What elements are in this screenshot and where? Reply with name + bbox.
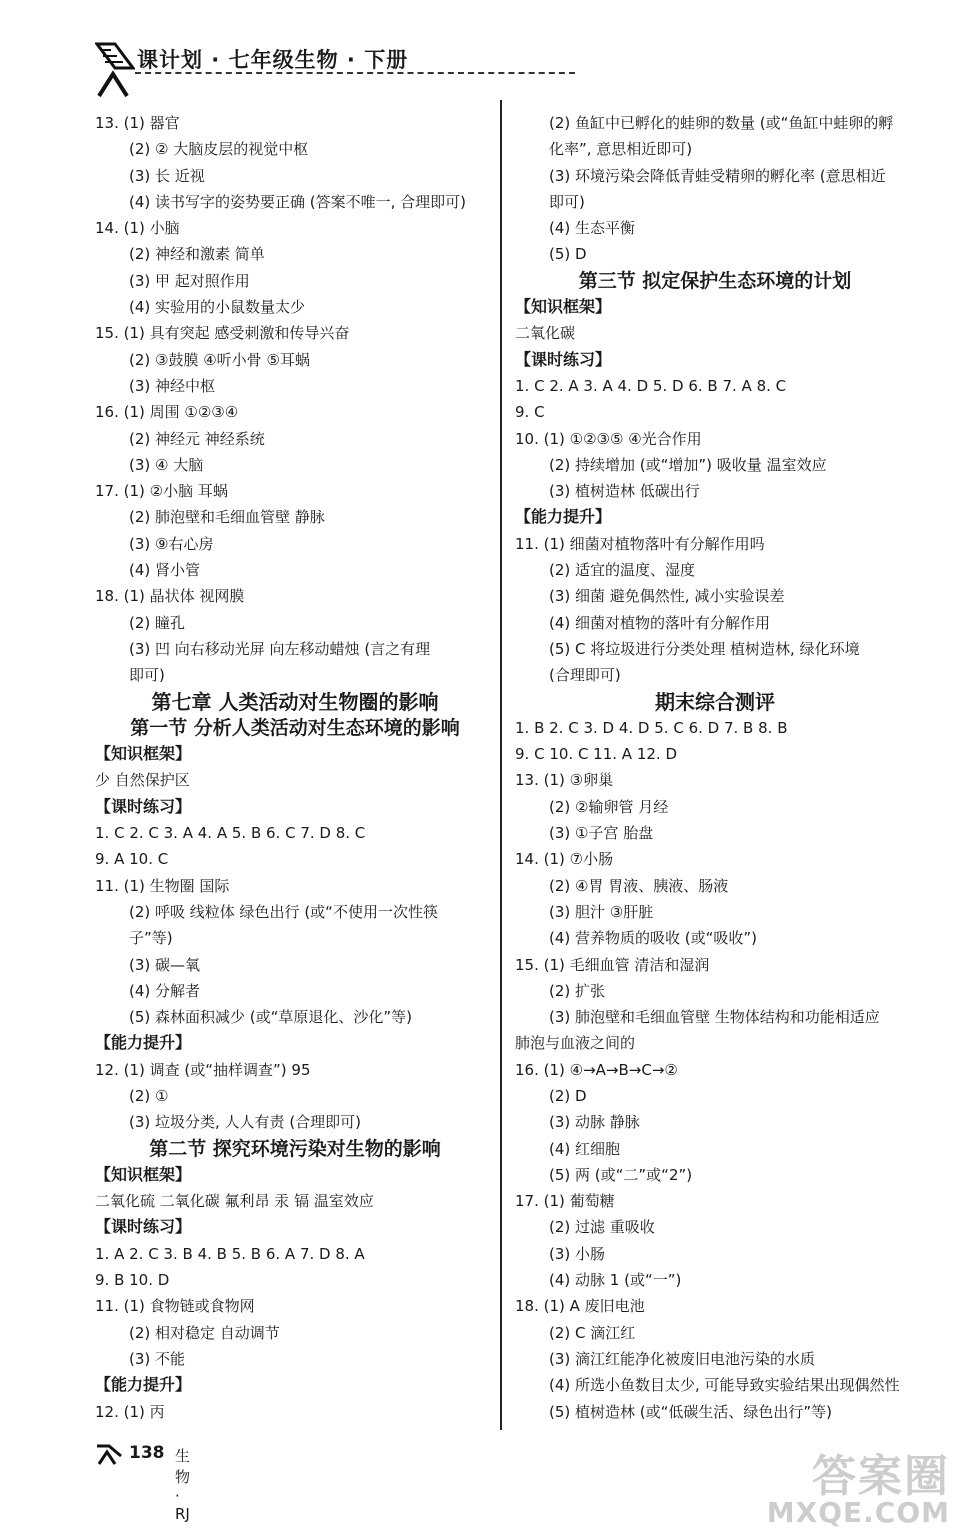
answer-line: 化率”, 意思相近即可) [549, 140, 693, 159]
answer-line: 11. (1) 细菌对植物落叶有分解作用吗 [515, 534, 765, 553]
answer-line: 9. A 10. C [95, 850, 169, 869]
answer-line: 17. (1) ②小脑 耳蜗 [95, 482, 228, 501]
answer-line: (2) 鱼缸中已孵化的蛙卵的数量 (或“鱼缸中蛙卵的孵 [549, 114, 894, 132]
answer-line: (3) ①子宫 胎盘 [549, 824, 654, 843]
answer-line: (2) 神经元 神经系统 [129, 429, 265, 448]
answer-line: (5) 两 (或“二”或“2”) [549, 1165, 693, 1184]
answer-line: 1. A 2. C 3. B 4. B 5. B 6. A 7. D 8. A [95, 1244, 365, 1263]
answer-line: (3) 小肠 [549, 1244, 606, 1263]
footer-logo-icon [95, 1440, 125, 1466]
page-subject: 生物 · RJ [175, 1447, 191, 1523]
answer-line: (3) 环境污染会降低青蛙受精卵的孵化率 (意思相近 [549, 166, 886, 185]
answer-line: (4) 实验用的小鼠数量太少 [129, 298, 306, 317]
answer-line: 少 自然保护区 [95, 771, 190, 790]
answer-line: (3) 植树造林 低碳出行 [549, 482, 700, 501]
subsection-label: 【课时练习】 [95, 1217, 192, 1237]
answer-line: (2) 瞳孔 [129, 613, 186, 632]
answer-line: (3) 碳—氧 [129, 955, 201, 974]
answer-line: (5) D [549, 245, 587, 264]
section-heading: 第七章 人类活动对生物圈的影响 [151, 689, 439, 714]
answer-line: 13. (1) ③卵巢 [515, 771, 614, 790]
answer-line: (5) 森林面积减少 (或“草原退化、沙化”等) [129, 1008, 413, 1027]
answer-line: 12. (1) 调查 (或“抽样调查”) 95 [95, 1060, 311, 1079]
answer-line: (4) 营养物质的吸收 (或“吸收”) [549, 929, 758, 948]
answer-line: (3) 长 近视 [129, 166, 205, 185]
answer-line: 即可) [129, 666, 165, 685]
answer-line: (2) 适宜的温度、湿度 [549, 561, 696, 580]
column-divider [500, 100, 502, 1430]
section-heading: 期末综合测评 [655, 689, 775, 714]
answer-line: (5) 植树造林 (或“低碳生活、绿色出行”等) [549, 1402, 833, 1421]
answer-line: 1. C 2. C 3. A 4. A 5. B 6. C 7. D 8. C [95, 824, 366, 843]
page-header [95, 40, 575, 100]
answer-line: (4) 生态平衡 [549, 219, 636, 238]
answer-line: 14. (1) 小脑 [95, 219, 180, 238]
answer-line: 15. (1) 毛细血管 清洁和湿润 [515, 955, 710, 974]
answer-line: (2) 肺泡壁和毛细血管壁 静脉 [129, 508, 325, 527]
answer-line: (2) 过滤 重吸收 [549, 1218, 655, 1237]
answer-line: (2) ① [129, 1086, 169, 1105]
answer-line: 二氧化碳 [515, 324, 576, 343]
answer-line: 14. (1) ⑦小肠 [515, 850, 614, 869]
answer-line: (4) 所选小鱼数目太少, 可能导致实验结果出现偶然性 [549, 1376, 900, 1395]
answer-line: (3) 神经中枢 [129, 376, 216, 395]
answer-line: (2) ②输卵管 月经 [549, 797, 669, 816]
answer-line: (4) 细菌对植物的落叶有分解作用 [549, 613, 771, 632]
answer-line: 子”等) [129, 929, 173, 948]
answer-line: (3) 细菌 避免偶然性, 减小实验误差 [549, 587, 785, 606]
answer-line: (2) ② 大脑皮层的视觉中枢 [129, 140, 309, 159]
answer-line: (2) ③鼓膜 ④听小骨 ⑤耳蜗 [129, 350, 310, 369]
page-number: 138 [129, 1443, 165, 1463]
answer-line: 12. (1) 丙 [95, 1402, 165, 1421]
subsection-label: 【课时练习】 [515, 349, 612, 369]
answer-line: 16. (1) ④→A→B→C→② [515, 1060, 678, 1079]
subsection-label: 【知识框架】 [95, 1164, 192, 1184]
answer-line: (合理即可) [549, 666, 621, 685]
answer-line: (5) C 将垃圾进行分类处理 植树造林, 绿化环境 [549, 639, 860, 658]
answer-line: (2) ④胃 胃液、胰液、肠液 [549, 876, 729, 895]
answer-line: (4) 分解者 [129, 981, 201, 1000]
answer-line: 11. (1) 食物链或食物网 [95, 1297, 255, 1316]
answer-line: 二氧化硫 二氧化碳 氟利昂 汞 镉 温室效应 [95, 1192, 374, 1211]
answer-line: 9. B 10. D [95, 1271, 170, 1290]
answer-line: 18. (1) 晶状体 视网膜 [95, 587, 245, 606]
answer-line: 肺泡与血液之间的 [515, 1034, 636, 1053]
answer-line: 16. (1) 周围 ①②③④ [95, 403, 239, 422]
answer-line: (4) 肾小管 [129, 561, 201, 580]
subsection-label: 【课时练习】 [95, 796, 192, 816]
section-heading: 第三节 拟定保护生态环境的计划 [578, 269, 852, 292]
subsection-label: 【能力提升】 [95, 1033, 192, 1053]
header-rule [135, 72, 575, 74]
subsection-label: 【能力提升】 [95, 1375, 192, 1395]
answer-line: (3) 垃圾分类, 人人有责 (合理即可) [129, 1113, 362, 1132]
answer-line: (3) 胆汁 ③肝脏 [549, 902, 654, 921]
right-column [515, 110, 915, 1425]
answer-line: 10. (1) ①②③⑤ ④光合作用 [515, 429, 702, 448]
answer-line: (4) 动脉 1 (或“一”) [549, 1271, 682, 1290]
answer-line: (3) 肺泡壁和毛细血管壁 生物体结构和功能相适应 [549, 1008, 880, 1027]
answer-line: 1. C 2. A 3. A 4. D 5. D 6. B 7. A 8. C [515, 376, 787, 395]
answer-line: (3) 甲 起对照作用 [129, 271, 250, 290]
watermark [766, 1440, 960, 1530]
answer-line: (2) C 滴江红 [549, 1323, 636, 1342]
answer-line: 18. (1) A 废旧电池 [515, 1297, 645, 1316]
answer-line: (2) 相对稳定 自动调节 [129, 1323, 280, 1342]
left-column [95, 110, 495, 1425]
section-heading: 第二节 探究环境污染对生物的影响 [149, 1137, 441, 1160]
section-heading: 第一节 分析人类活动对生态环境的影响 [130, 716, 460, 739]
answer-line: 11. (1) 生物圈 国际 [95, 876, 230, 895]
answer-line: (2) 神经和激素 简单 [129, 245, 265, 264]
answer-line: 1. B 2. C 3. D 4. D 5. C 6. D 7. B 8. B [515, 718, 788, 737]
book-logo-icon [95, 40, 135, 98]
answer-line: 即可) [549, 192, 585, 211]
answer-line: 15. (1) 具有突起 感受刺激和传导兴奋 [95, 324, 350, 343]
answer-line: (3) 不能 [129, 1349, 186, 1368]
answer-line: (2) 扩张 [549, 981, 606, 1000]
watermark-url: MXQE.COM [766, 1496, 950, 1529]
watermark-logo: 答案圈 [812, 1451, 950, 1502]
answer-line: (3) 凹 向右移动光屏 向左移动蜡烛 (言之有理 [129, 639, 431, 658]
answer-line: (3) ④ 大脑 [129, 455, 204, 474]
answer-line: 13. (1) 器官 [95, 114, 180, 132]
subsection-label: 【能力提升】 [515, 507, 612, 527]
header-title: 课计划 · 七年级生物 · 下册 [137, 48, 409, 72]
answer-line: 9. C 10. C 11. A 12. D [515, 745, 678, 764]
answer-line: (3) 动脉 静脉 [549, 1113, 640, 1132]
answer-line: (2) D [549, 1086, 587, 1105]
answer-line: (2) 持续增加 (或“增加”) 吸收量 温室效应 [549, 455, 827, 474]
answer-line: 17. (1) 葡萄糖 [515, 1192, 615, 1211]
answer-line: (3) 滴江红能净化被废旧电池污染的水质 [549, 1349, 816, 1368]
subsection-label: 【知识框架】 [515, 297, 612, 317]
answer-line: (3) ⑨右心房 [129, 534, 214, 553]
answer-line: (2) 呼吸 线粒体 绿色出行 (或“不使用一次性筷 [129, 902, 438, 921]
answer-line: 9. C [515, 403, 545, 422]
answer-line: (4) 读书写字的姿势要正确 (答案不唯一, 合理即可) [129, 192, 467, 211]
subsection-label: 【知识框架】 [95, 744, 192, 764]
answer-line: (4) 红细胞 [549, 1139, 621, 1158]
